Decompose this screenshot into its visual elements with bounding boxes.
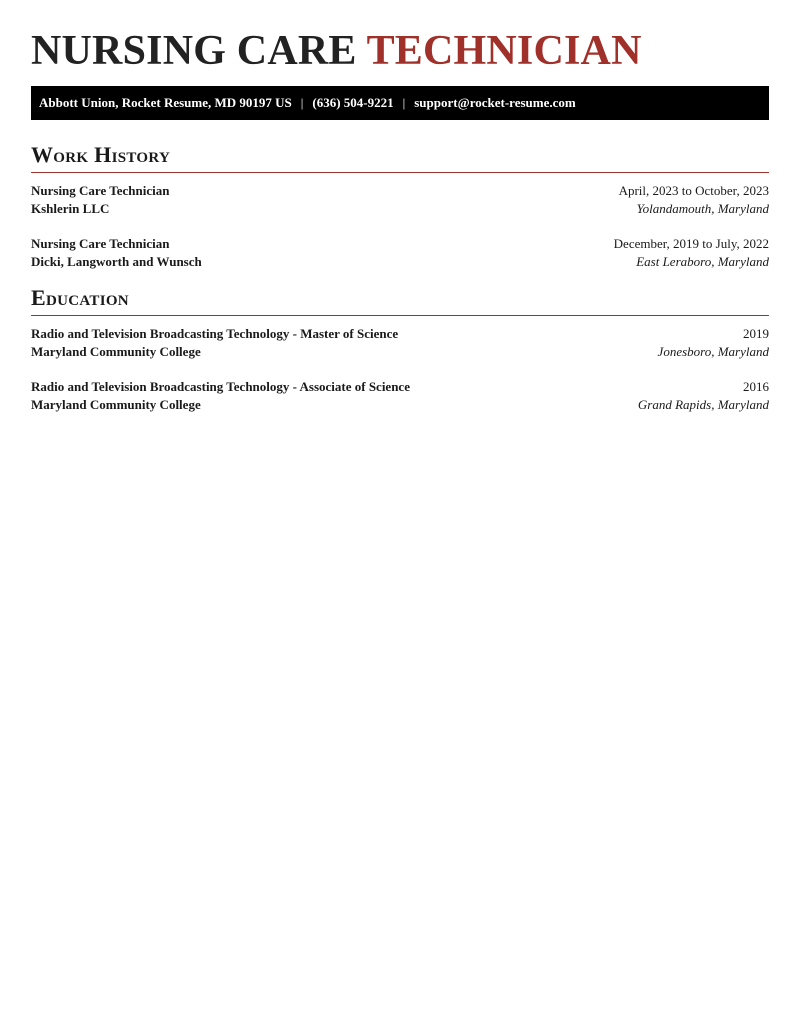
contact-address: Abbott Union, Rocket Resume, MD 90197 US [39, 95, 292, 110]
title-job-accent: TECHNICIAN [366, 28, 642, 74]
title-job-name: NURSING CARE [31, 28, 357, 74]
education-school: Maryland Community College [31, 344, 201, 359]
contact-separator: | [402, 95, 406, 110]
education-entry [31, 325, 769, 361]
work-history-entry [31, 182, 769, 218]
education-list [31, 325, 769, 414]
contact-separator: | [300, 95, 304, 110]
work-history-list [31, 182, 769, 271]
job-dates: April, 2023 to October, 2023 [618, 183, 769, 198]
education-heading: Education [31, 285, 769, 316]
work-history-entry [31, 235, 769, 271]
work-history-heading: Work History [31, 142, 769, 173]
education-school: Maryland Community College [31, 397, 201, 412]
education-entry [31, 378, 769, 414]
job-company: Dicki, Langworth and Wunsch [31, 254, 202, 269]
education-year: 2019 [743, 326, 769, 341]
education-location: Grand Rapids, Maryland [637, 397, 769, 412]
contact-bar [31, 86, 769, 120]
job-location: East Leraboro, Maryland [636, 254, 769, 269]
education-location: Jonesboro, Maryland [657, 344, 769, 359]
education-year: 2016 [743, 379, 769, 394]
education-degree: Radio and Television Broadcasting Technology - Associate of Science [31, 379, 410, 394]
job-position: Nursing Care Technician [31, 183, 170, 198]
job-dates: December, 2019 to July, 2022 [613, 236, 769, 251]
contact-email: support@rocket-resume.com [414, 95, 576, 110]
job-company: Kshlerin LLC [31, 201, 110, 216]
job-location: Yolandamouth, Maryland [636, 201, 769, 216]
contact-phone: (636) 504-9221 [312, 95, 394, 110]
job-position: Nursing Care Technician [31, 236, 170, 251]
resume-title [31, 28, 769, 74]
education-degree: Radio and Television Broadcasting Technology - Master of Science [31, 326, 399, 341]
